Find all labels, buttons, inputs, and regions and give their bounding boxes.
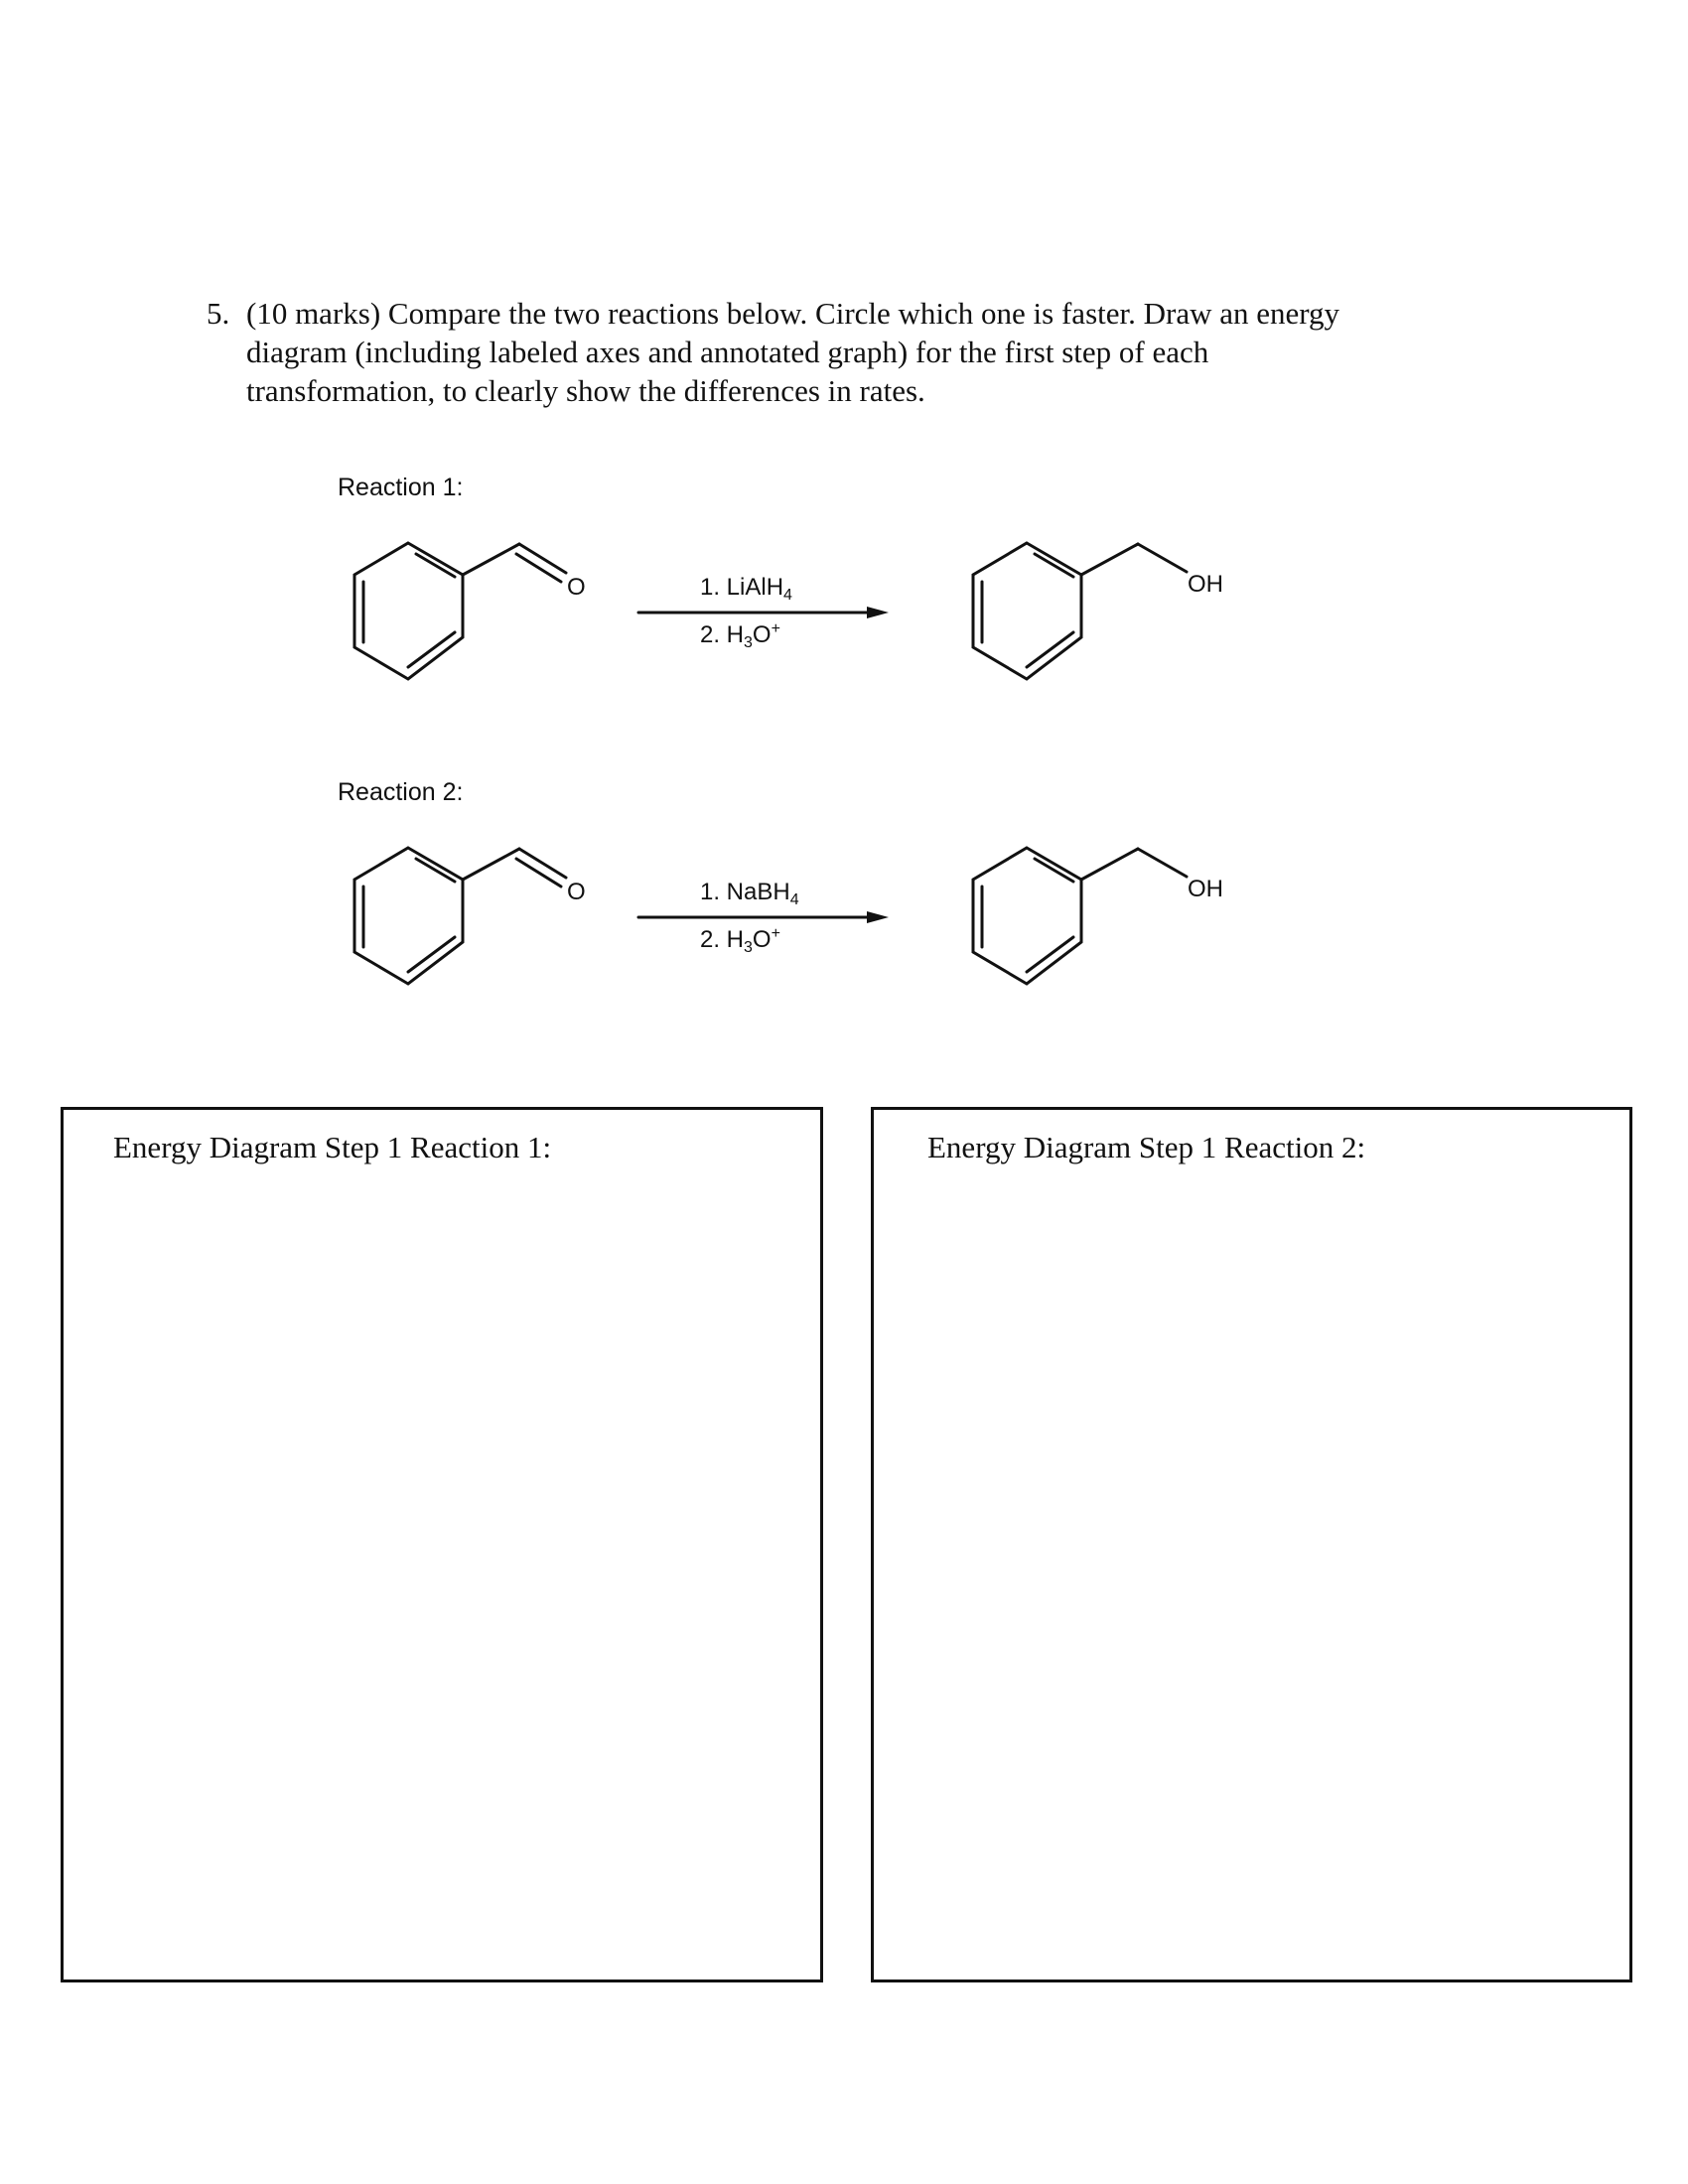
reaction-1-reactant-oxygen: O xyxy=(567,574,586,601)
reaction-1-reagent-1: 1. LiAlH$_4$ xyxy=(700,574,792,604)
reaction-2-label: Reaction 2: xyxy=(338,778,464,806)
question-line-1: (10 marks) Compare the two reactions below. Circle which one is faster. Draw an energy xyxy=(246,296,1340,331)
reaction-1-reagent-2: 2. $H_3O^+$ xyxy=(700,620,780,651)
reaction-2-product-hydroxyl: OH xyxy=(1188,876,1223,902)
question-number: 5. xyxy=(207,296,230,331)
energy-diagram-box-reaction-2[interactable] xyxy=(871,1107,1632,1982)
reaction-1-arrow xyxy=(638,607,889,618)
energy-diagram-box-reaction-1-title: Energy Diagram Step 1 Reaction 1: xyxy=(113,1130,552,1164)
reaction-2-product-structure xyxy=(973,848,1223,984)
reaction-1-label: Reaction 1: xyxy=(338,474,464,501)
question-line-3: transformation, to clearly show the differences in rates. xyxy=(246,373,925,408)
reaction-2-reagent-2: 2. $H_3O^+$ xyxy=(700,925,780,956)
reaction-2-reactant-oxygen: O xyxy=(567,879,586,905)
reaction-2-arrow xyxy=(638,911,889,923)
energy-diagram-box-reaction-2-title: Energy Diagram Step 1 Reaction 2: xyxy=(927,1130,1366,1164)
reaction-1-reactant-structure xyxy=(354,543,586,679)
reaction-1-product-hydroxyl: OH xyxy=(1188,571,1223,598)
reaction-2-reagent-1: 1. NaBH$_4$ xyxy=(700,879,799,908)
reaction-2-reactant-structure xyxy=(354,848,586,984)
question-line-2: diagram (including labeled axes and annotated graph) for the first step of each xyxy=(246,335,1209,369)
energy-diagram-box-reaction-1[interactable] xyxy=(61,1107,823,1982)
reaction-1-product-structure xyxy=(973,543,1223,679)
